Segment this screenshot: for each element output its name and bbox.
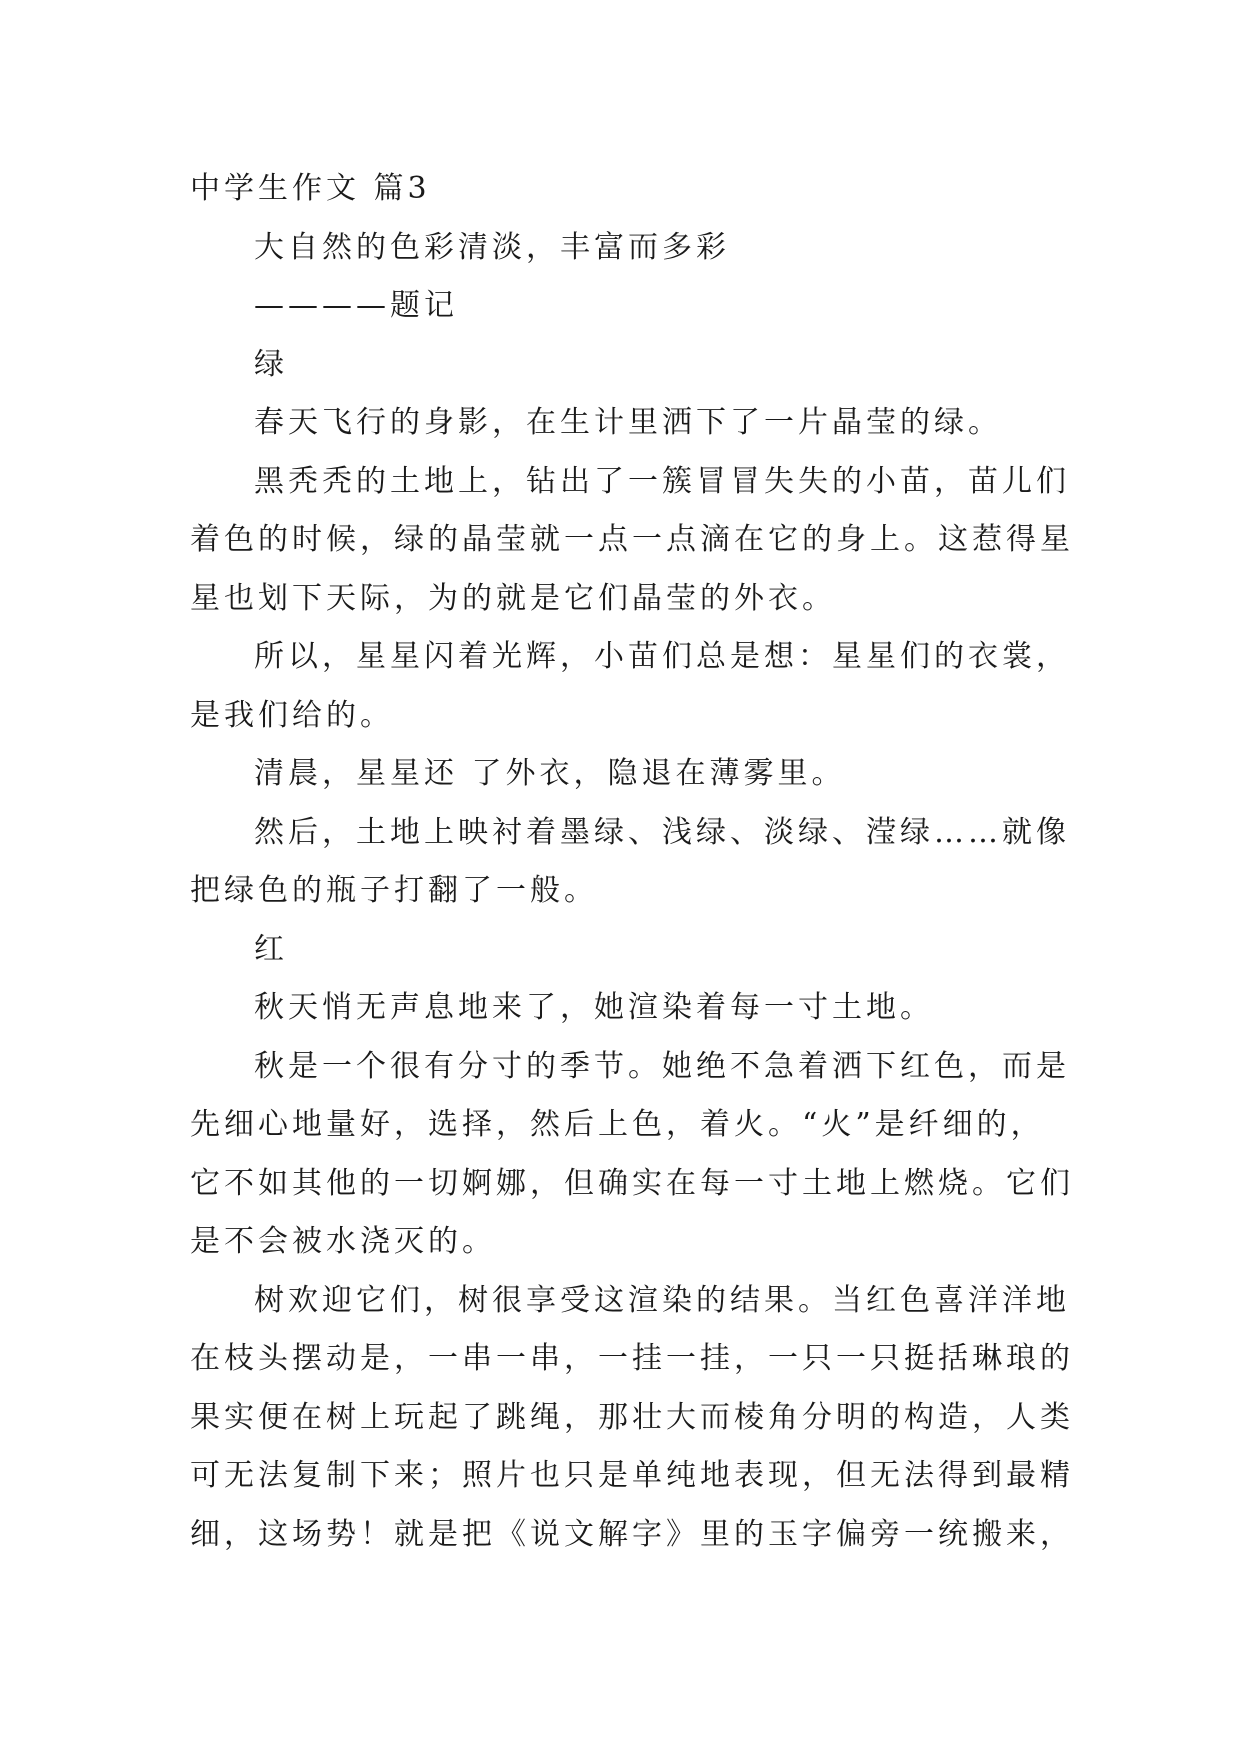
paragraph-line: 把绿色的瓶子打翻了一般。 [190, 873, 598, 908]
paragraph-line: 秋天悄无声息地来了，她渲染着每一寸土地。 [254, 990, 934, 1025]
paragraph-line: 清晨，星星还 了外衣，隐退在薄雾里。 [254, 756, 846, 791]
paragraph-line: 是我们给的。 [190, 697, 394, 733]
paragraph-line: 它不如其他的一切婀娜，但确实在每一寸土地上燃烧。它们 [190, 1165, 1074, 1201]
paragraph-line: 细，这场势！就是把《说文解字》里的玉字偏旁一统搬来， [190, 1516, 1074, 1552]
paragraph-line: 在枝头摆动是，一串一串，一挂一挂，一只一只挺括琳琅的 [190, 1341, 1074, 1376]
paragraph-line: 然后，土地上映衬着墨绿、浅绿、淡绿、滢绿……就像 [254, 814, 1070, 850]
paragraph-line: 黑秃秃的土地上，钻出了一簇冒冒失失的小苗，苗儿们 [254, 463, 1070, 499]
essay-heading: 中学生作文 篇3 [190, 171, 431, 206]
paragraph-line: 着色的时候，绿的晶莹就一点一点滴在它的身上。这惹得星 [190, 522, 1074, 557]
paragraph-line: 秋是一个很有分寸的季节。她绝不急着洒下红色，而是 [254, 1048, 1070, 1084]
essay-body [190, 160, 1074, 1564]
epigraph-attribution: ————题记 [254, 288, 458, 323]
paragraph-line: 先细心地量好，选择，然后上色，着火。“火”是纤细的， [190, 1107, 1045, 1142]
paragraph-line: 星也划下天际，为的就是它们晶莹的外衣。 [190, 580, 836, 616]
section-heading-red: 红 [254, 931, 288, 967]
section-heading-green: 绿 [254, 346, 288, 382]
epigraph: 大自然的色彩清淡，丰富而多彩 [254, 229, 730, 265]
paragraph-line: 春天飞行的身影，在生计里洒下了一片晶莹的绿。 [254, 405, 1002, 440]
paragraph-line: 可无法复制下来；照片也只是单纯地表现，但无法得到最精 [190, 1458, 1074, 1493]
paragraph-line: 树欢迎它们，树很享受这渲染的结果。当红色喜洋洋地 [254, 1282, 1070, 1318]
paragraph-line: 是不会被水浇灭的。 [190, 1224, 496, 1259]
paragraph-line: 所以，星星闪着光辉，小苗们总是想：星星们的衣裳， [254, 639, 1070, 674]
paragraph-line: 果实便在树上玩起了跳绳，那壮大而棱角分明的构造，人类 [190, 1399, 1074, 1435]
